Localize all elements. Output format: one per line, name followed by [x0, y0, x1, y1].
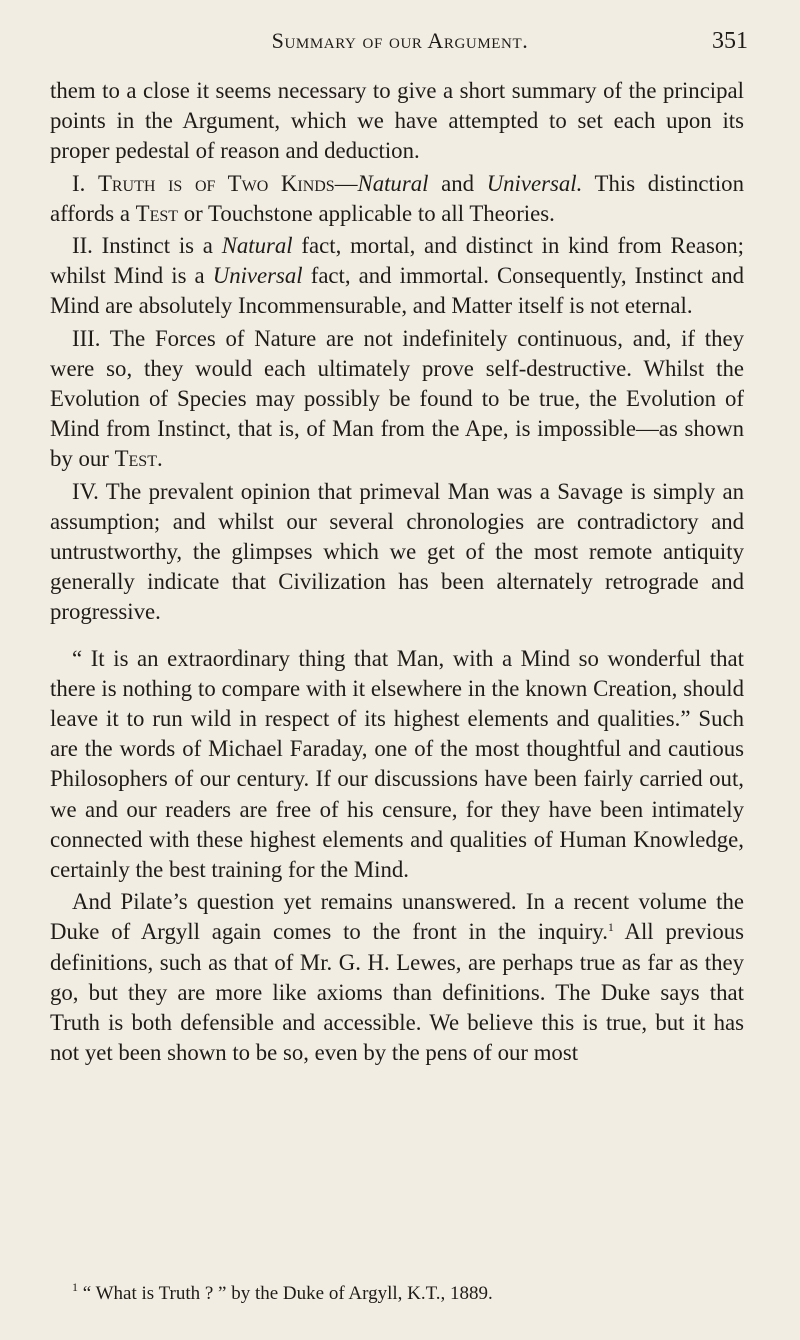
point-2-mid: fact, mortal, and distinct in kind from Reason; whilst Mind is a	[50, 233, 744, 289]
page-header	[0, 28, 800, 60]
point-1-text-a: This distinction affords a	[50, 170, 744, 226]
truth-kinds-heading: Truth is of Two Kinds	[97, 170, 335, 196]
footnote	[50, 1282, 744, 1306]
test-term-2: Test.	[114, 446, 163, 472]
running-title: Summary of our Argument.	[271, 28, 529, 53]
paragraph-point-2	[50, 231, 744, 322]
paragraph-point-1	[50, 169, 744, 229]
numeral-1: I.	[72, 170, 86, 196]
test-term: Test	[135, 200, 179, 226]
body-text	[50, 76, 744, 1071]
and-word: and	[428, 170, 487, 196]
pilate-text-a: And Pilate’s question yet remains unanswered. In a recent volume the Duke of Argyll again comes to the front in the inquiry.	[50, 889, 744, 945]
pilate-text-b: All previous definitions, such as that of Mr. G. H. Lewes, are perhaps true as far as they go, but they are more like axioms than definitions. The Duke says that Truth is both defensible and accessible. We believe this is true, but it has not yet been shown to be so, even by the pens of our most	[50, 919, 744, 1066]
paragraph-point-4: IV. The prevalent opinion that primeval Man was a Savage is simply an assumption; and whilst our several chronologies are contradictory and untrustworthy, the glimpses which we get of the most remote antiquity generally indicate that Civilization has been alternately retrograde and progressive.	[50, 478, 744, 625]
paragraph-faraday-quote: “ It is an extraordinary thing that Man, with a Mind so wonderful that there is nothing to compare with it elsewhere in the known Creation, should leave it to run wild in respect of its highest elements and qualities.” Such are the words of Michael Faraday, one of the most thoughtful and cautious Philosophers of our century. If our discussions have been fairly carried out, we and our readers are free of his censure, for they have been intimately connected with these highest elements and qualities of Human Knowledge, certainly the best training for the Mind.	[50, 645, 744, 883]
paragraph-point-3	[50, 324, 744, 475]
em-dash: —	[334, 170, 358, 196]
paragraph-intro: them to a close it seems necessary to give a short summary of the principal points in the Argument, which we have attempted to set each upon its proper pedestal of reason and deduction.	[50, 78, 744, 164]
footnote-reference[interactable]: 1	[607, 920, 614, 935]
footnote-marker: 1	[72, 1280, 78, 1294]
universal-term: Universal.	[486, 170, 583, 196]
footnote-text: “ What is Truth ? ” by the Duke of Argyll, K.T., 1889.	[78, 1283, 493, 1304]
natural-term: Natural	[357, 170, 429, 196]
natural-term-2: Natural	[221, 233, 293, 259]
point-3-text: III. The Forces of Nature are not indefinitely continuous, and, if they were so, they would each ultimately prove self-destructive. Whilst the Evolution of Species may possibly be found to be true, the Evolution of Mind from Instinct, that is, of Man from the Ape, is impossible—as shown by our	[50, 325, 744, 472]
point-1-text-b: or Touchstone applicable to all Theories.	[178, 200, 555, 226]
point-2-lead: II. Instinct is a	[72, 233, 222, 259]
paragraph-pilate	[50, 887, 744, 1068]
page-number: 351	[712, 28, 748, 54]
universal-term-2: Universal	[212, 263, 303, 289]
point-2-tail: fact, and immortal. Consequently, Instinct and Mind are absolutely Incommensurable, and Matter itself is not eternal.	[50, 263, 744, 319]
